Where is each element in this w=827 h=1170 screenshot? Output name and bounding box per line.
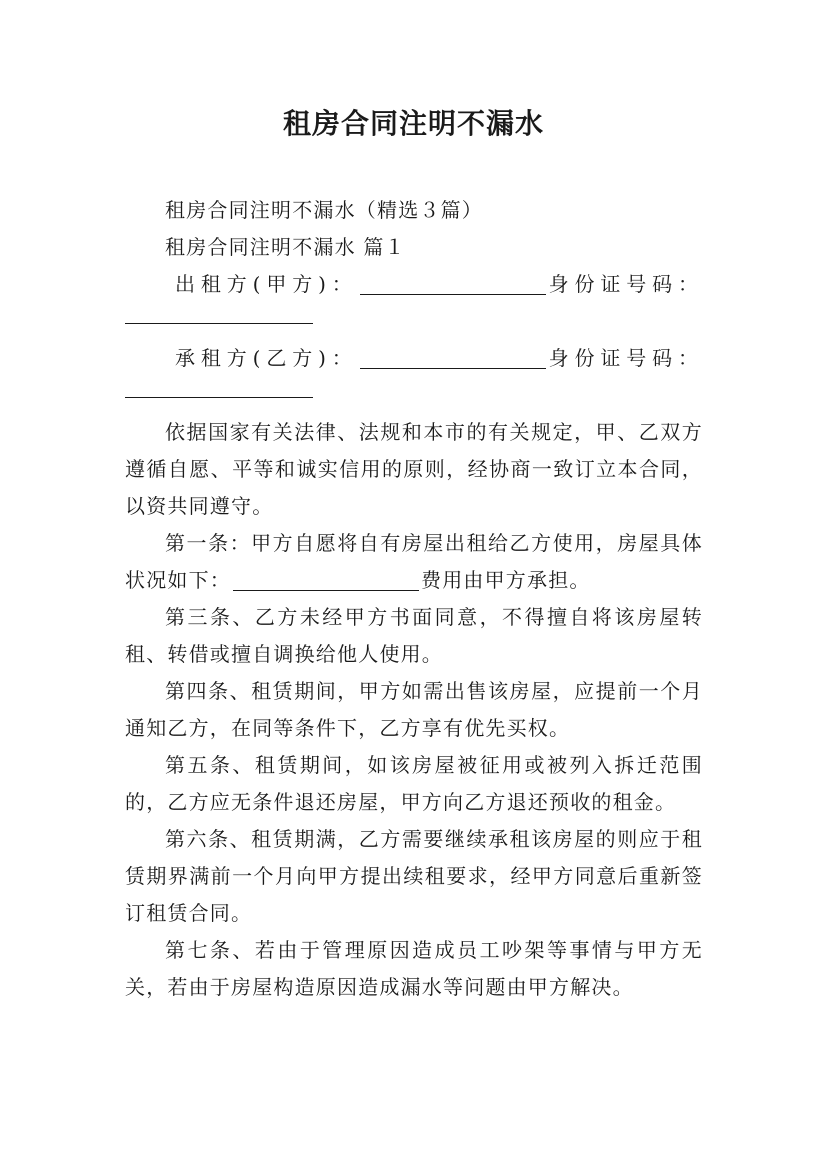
lessor-line xyxy=(125,266,703,303)
lessee-id-label: 身份证号码： xyxy=(547,346,703,370)
lessor-id-line xyxy=(125,303,703,340)
article-1-blank xyxy=(233,589,419,591)
lessee-id-blank xyxy=(125,377,313,398)
lessor-name-blank xyxy=(360,293,546,295)
article-1-suffix: 费用由甲方承担。 xyxy=(421,568,591,592)
lessee-id-line xyxy=(125,377,703,414)
intro-paragraph: 依据国家有关法律、法规和本市的有关规定，甲、乙双方遵循自愿、平等和诚实信用的原则，经协商一致订立本合同，以资共同遵守。 xyxy=(125,420,703,518)
document-subtitle: 租房合同注明不漏水（精选３篇） xyxy=(165,198,483,222)
section-heading: 租房合同注明不漏水 篇１ xyxy=(165,235,406,259)
article-1 xyxy=(125,525,703,599)
document-title: 租房合同注明不漏水 xyxy=(282,107,544,140)
lessee-line xyxy=(125,340,703,377)
article-1-text: 第一条：甲方自愿将自有房屋出租给乙方使用，房屋具体状况如下： xyxy=(125,531,703,592)
lessee-name-blank xyxy=(360,367,546,369)
article-5: 第五条、租赁期间，如该房屋被征用或被列入拆迁范围的，乙方应无条件退还房屋，甲方向乙方退还预收的租金。 xyxy=(125,753,703,814)
document-body xyxy=(125,192,703,1006)
lessee-label: 承租方(乙方)： xyxy=(175,346,358,370)
article-6: 第六条、租赁期满，乙方需要继续承租该房屋的则应于租赁期界满前一个月向甲方提出续租要求，经甲方同意后重新签订租赁合同。 xyxy=(125,827,703,925)
article-4: 第四条、租赁期间，甲方如需出售该房屋，应提前一个月通知乙方，在同等条件下，乙方享有优先买权。 xyxy=(125,679,703,740)
article-7: 第七条、若由于管理原因造成员工吵架等事情与甲方无关，若由于房屋构造原因造成漏水等问题由甲方解决。 xyxy=(125,938,703,999)
article-3: 第三条、乙方未经甲方书面同意，不得擅自将该房屋转租、转借或擅自调换给他人使用。 xyxy=(125,605,703,666)
lessor-label: 出租方(甲方)： xyxy=(175,272,358,296)
lessor-id-label: 身份证号码： xyxy=(547,272,703,296)
lessor-id-blank xyxy=(125,303,313,324)
